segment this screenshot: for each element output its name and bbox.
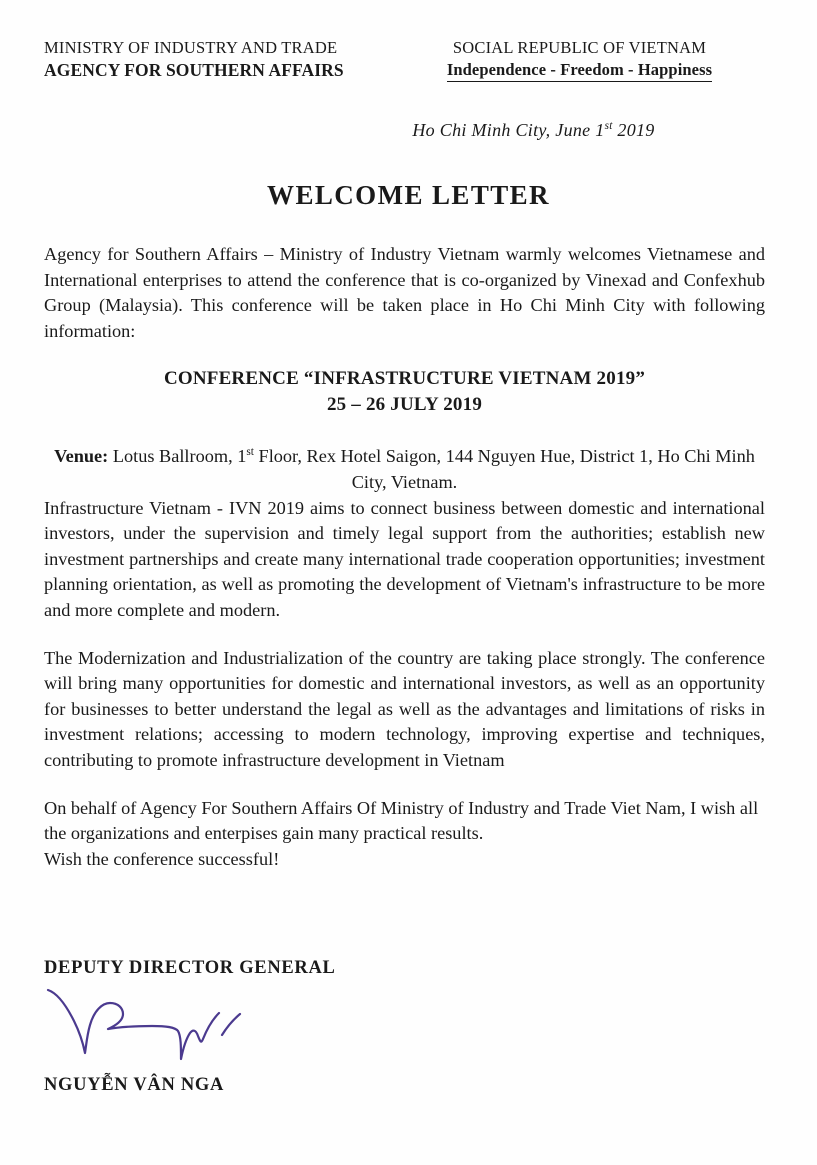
national-name: SOCIAL REPUBLIC OF VIETNAM <box>452 38 707 57</box>
signature-mark <box>44 981 304 1067</box>
spacer <box>44 344 765 366</box>
paragraph-wish: Wish the conference successful! <box>44 848 280 869</box>
signature-block <box>44 958 544 1096</box>
paragraph-intro: Agency for Southern Affairs – Ministry of Industry Vietnam warmly welcomes Vietnamese and International enterprises to attend the conference that is co-organized by Vinexad and Confexhub Group (Malaysia). This conference will be taken place in Ho Chi Minh City with following information: <box>44 244 765 341</box>
spacer <box>44 624 765 646</box>
spacer <box>44 774 765 796</box>
ministry-name: MINISTRY OF INDUSTRY AND TRADE <box>44 38 338 57</box>
dateline-ordinal: st <box>604 120 613 132</box>
venue-line <box>44 440 765 495</box>
page-title: WELCOME LETTER <box>267 180 550 210</box>
paragraph-closing: On behalf of Agency For Southern Affairs Of Ministry of Industry and Trade Viet Nam, I wish all the organizations and enterpises gain many practical results. <box>44 797 759 844</box>
paragraph-about: Infrastructure Vietnam - IVN 2019 aims to connect business between domestic and international investors, under the supervision and timely legal support from the authorities; establish new investment partnerships and create many international trade cooperation opportunities; investment planning orientation, as well as promoting the development of Vietnam's infrastructure to be more and more complete and modern. <box>44 497 765 621</box>
dateline <box>0 120 817 141</box>
letterhead-right <box>400 38 817 82</box>
venue-text-before: Lotus Ballroom, 1 <box>108 446 247 467</box>
signatory-name: NGUYỄN VÂN NGA <box>44 1075 225 1095</box>
signatory-role: DEPUTY DIRECTOR GENERAL <box>44 958 336 978</box>
dateline-prefix: Ho Chi Minh City, June 1 <box>412 120 605 140</box>
letterhead-left <box>0 38 400 81</box>
venue-text-after: Floor, Rex Hotel Saigon, 144 Nguyen Hue, District 1, Ho Chi Minh City, Vietnam. <box>253 446 755 493</box>
dateline-suffix: 2019 <box>612 120 655 140</box>
venue-ordinal: st <box>246 446 254 459</box>
letter-body <box>44 242 765 872</box>
agency-name: AGENCY FOR SOUTHERN AFFAIRS <box>44 59 344 80</box>
letterhead <box>0 38 817 82</box>
venue-label: Venue: <box>54 446 109 467</box>
spacer <box>44 418 765 440</box>
conference-title-line-1: CONFERENCE “INFRASTRUCTURE VIETNAM 2019” <box>163 368 646 390</box>
conference-title-line-2: 25 – 26 JULY 2019 <box>326 394 483 416</box>
paragraph-modernization: The Modernization and Industrialization of the country are taking place strongly. The conference will bring many opportunities for domestic and international investors, as well as an opportunity for businesses to better understand the legal as well as the advantages and limitations of risks in investment relations; accessing to modern technology, improving expertise and techniques, contributing to promote infrastructure development in Vietnam <box>44 647 765 770</box>
national-motto: Independence - Freedom - Happiness <box>447 59 712 82</box>
